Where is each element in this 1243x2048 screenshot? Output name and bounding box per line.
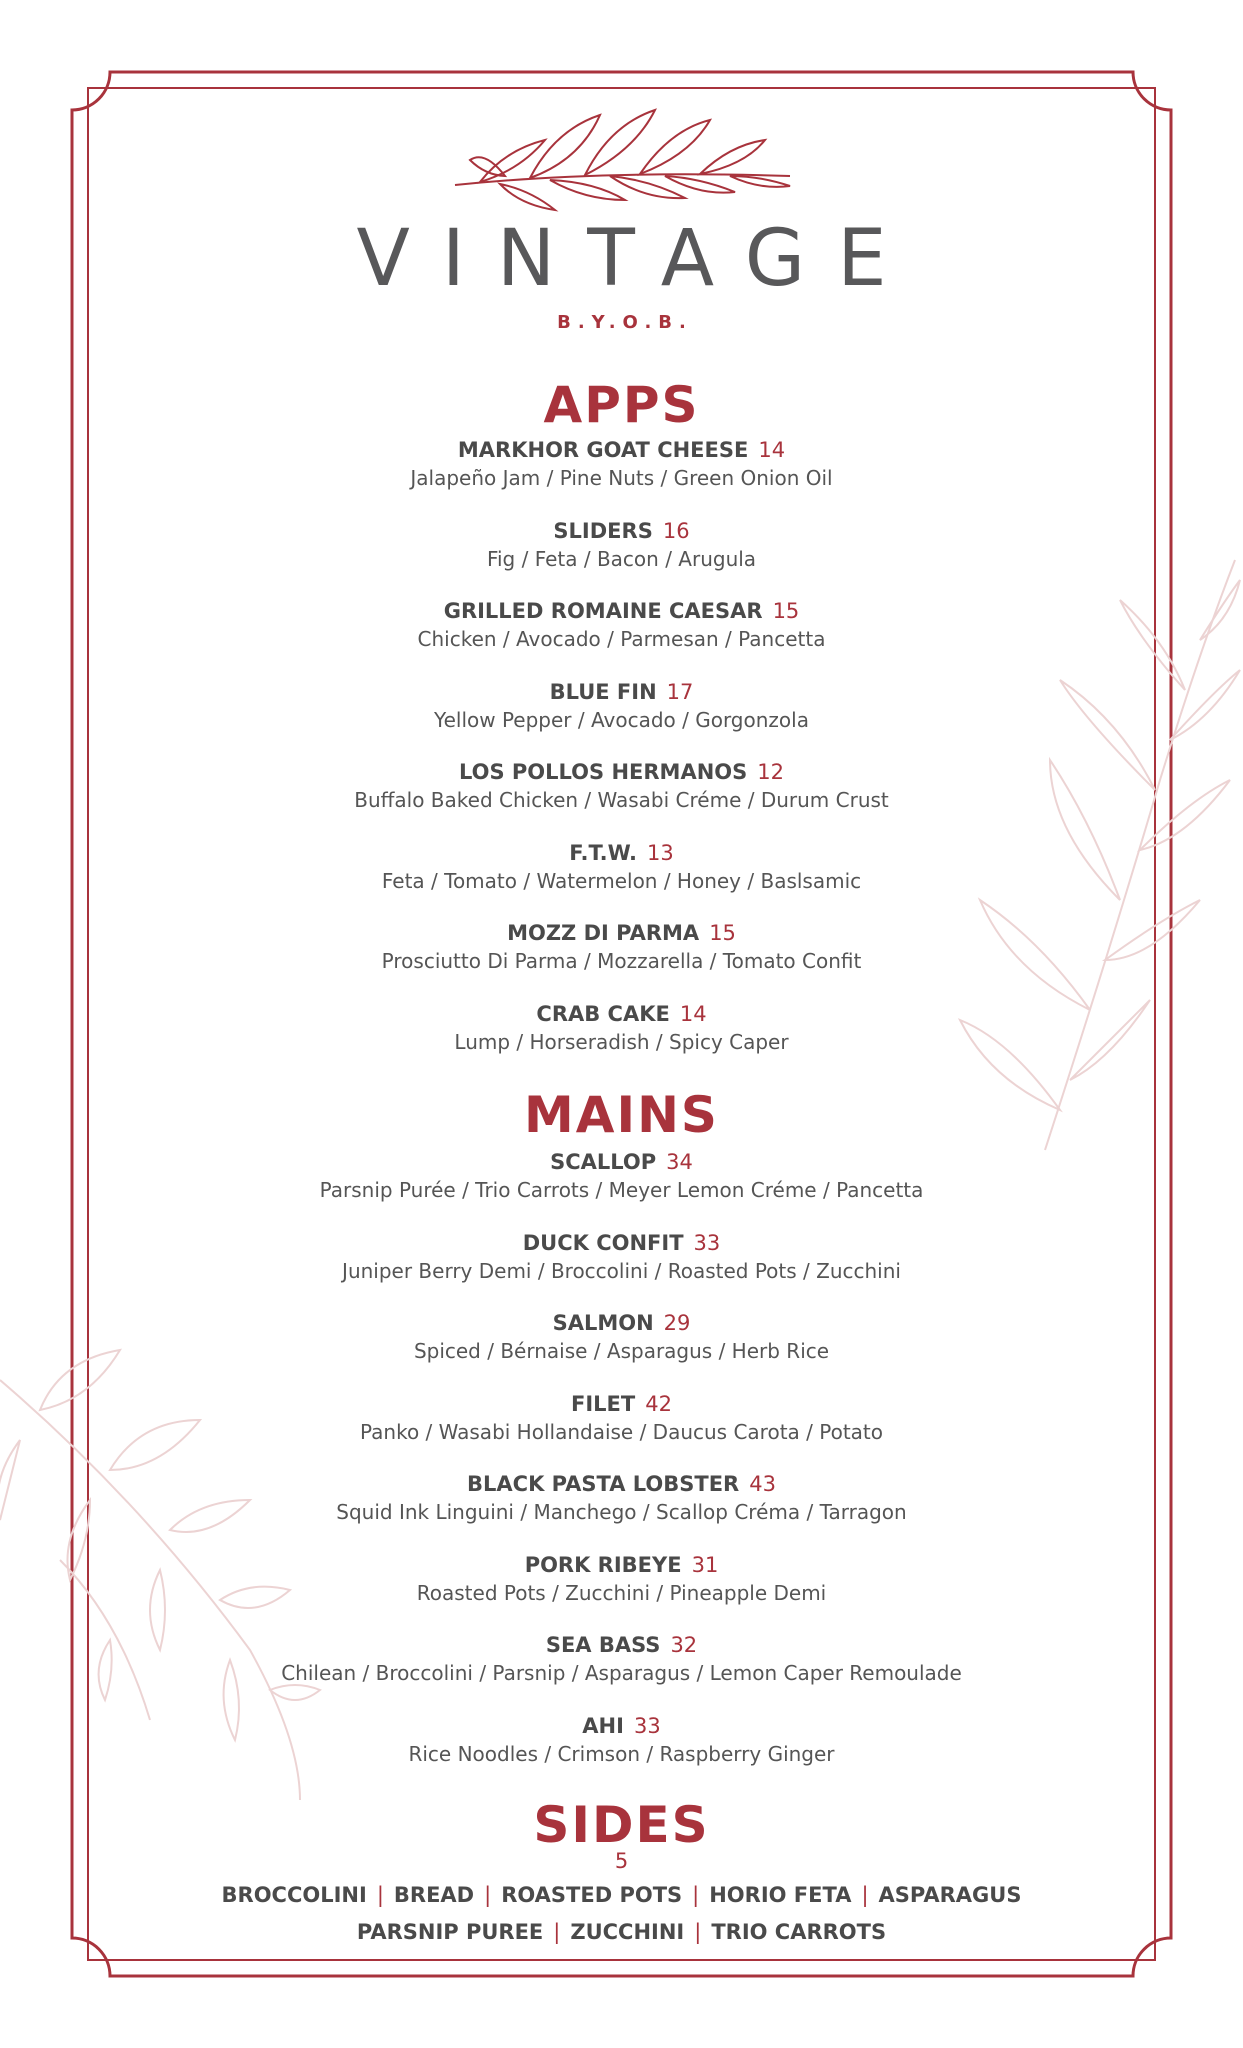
item-description: Parsnip Purée / Trio Carrots / Meyer Lemon Créme / Pancetta (319, 1178, 924, 1202)
section-title-mains: MAINS (524, 1086, 719, 1144)
item-description: Roasted Pots / Zucchini / Pineapple Demi (416, 1580, 827, 1605)
section-title-apps: APPS (543, 376, 700, 434)
side-item: BROCCOLINI (221, 1883, 367, 1907)
menu-item (0, 517, 1243, 598)
menu-item (0, 1470, 1243, 1551)
item-price: 17 (666, 679, 694, 704)
item-name: GRILLED ROMAINE CAESAR (443, 599, 763, 623)
menu-item (0, 1631, 1243, 1712)
item-price: 33 (693, 1230, 721, 1255)
item-price: 43 (749, 1472, 776, 1496)
apps-list (0, 436, 1243, 1080)
menu-item (0, 758, 1243, 839)
side-separator: | (861, 1883, 869, 1907)
item-description: Yellow Pepper / Avocado / Gorgonzola (434, 707, 809, 732)
item-description: Buffalo Baked Chicken / Wasabi Créme / Durum Crust (354, 788, 889, 812)
side-item: TRIO CARROTS (711, 1920, 887, 1944)
item-price: 33 (633, 1713, 661, 1738)
item-name: SLIDERS (553, 518, 653, 543)
side-separator: | (692, 1883, 700, 1907)
menu-item (0, 1229, 1243, 1310)
item-name: DUCK CONFIT (522, 1230, 684, 1255)
item-name: BLUE FIN (549, 679, 657, 704)
item-description: Chilean / Broccolini / Parsnip / Asparagus / Lemon Caper Remoulade (281, 1661, 962, 1685)
item-description: Juniper Berry Demi / Broccolini / Roasted Pots / Zucchini (342, 1258, 901, 1283)
item-name: SEA BASS (545, 1633, 661, 1657)
item-name: SCALLOP (550, 1150, 657, 1174)
item-description: Rice Noodles / Crimson / Raspberry Ginger (408, 1741, 835, 1766)
item-name: BLACK PASTA LOBSTER (467, 1472, 740, 1496)
item-price: 32 (670, 1633, 698, 1657)
brand-tagline: B.Y.O.B. (557, 312, 693, 333)
item-price: 31 (691, 1552, 719, 1577)
menu-item (0, 1309, 1243, 1390)
item-name: LOS POLLOS HERMANOS (459, 760, 748, 784)
item-price: 14 (679, 1001, 707, 1026)
item-description: Spiced / Bérnaise / Asparagus / Herb Rice (413, 1339, 830, 1363)
item-name: MOZZ DI PARMA (507, 921, 700, 945)
item-description: Prosciutto Di Parma / Mozzarella / Tomato Confit (381, 949, 862, 973)
side-item: BREAD (393, 1883, 475, 1907)
side-item: ZUCCHINI (570, 1920, 685, 1944)
menu-item (0, 436, 1243, 517)
item-description: Lump / Horseradish / Spicy Caper (454, 1029, 789, 1054)
side-separator: | (376, 1883, 384, 1907)
item-description: Feta / Tomato / Watermelon / Honey / Baslsamic (381, 868, 862, 893)
item-description: Fig / Feta / Bacon / Arugula (486, 546, 757, 571)
sides-row-1 (0, 1880, 1243, 1910)
section-title-sides: SIDES (533, 1796, 710, 1854)
item-price: 29 (663, 1311, 691, 1335)
item-price: 15 (772, 599, 800, 623)
side-separator: | (694, 1920, 702, 1944)
sides-price: 5 (614, 1849, 629, 1873)
menu-item (0, 678, 1243, 759)
side-item: ASPARAGUS (878, 1883, 1022, 1907)
item-price: 34 (666, 1150, 693, 1174)
side-separator: | (484, 1883, 492, 1907)
item-name: CRAB CAKE (536, 1001, 670, 1026)
item-description: Chicken / Avocado / Parmesan / Pancetta (417, 627, 826, 651)
item-description: Jalapeño Jam / Pine Nuts / Green Onion Oil (410, 466, 833, 490)
item-name: FILET (571, 1391, 636, 1416)
menu-item (0, 839, 1243, 920)
menu-item (0, 1000, 1243, 1081)
item-name: AHI (582, 1713, 624, 1738)
menu-item (0, 597, 1243, 678)
side-item: ROASTED POTS (501, 1883, 683, 1907)
menu-item (0, 1148, 1243, 1229)
menu-item (0, 1712, 1243, 1793)
item-name: SALMON (552, 1311, 654, 1335)
item-name: MARKHOR GOAT CHEESE (457, 438, 749, 462)
item-description: Panko / Wasabi Hollandaise / Daucus Carota / Potato (359, 1419, 884, 1444)
side-item: HORIO FETA (709, 1883, 852, 1907)
brand-title: VINTAGE (356, 214, 919, 304)
mains-list (0, 1148, 1243, 1792)
item-price: 13 (647, 840, 674, 865)
menu-item (0, 1390, 1243, 1471)
item-price: 16 (662, 518, 690, 543)
side-item: PARSNIP PUREE (356, 1920, 544, 1944)
menu-item (0, 919, 1243, 1000)
item-price: 42 (645, 1391, 672, 1416)
item-price: 14 (758, 438, 786, 462)
item-price: 12 (757, 760, 784, 784)
item-price: 15 (709, 921, 736, 945)
menu-item (0, 1551, 1243, 1632)
item-description: Squid Ink Linguini / Manchego / Scallop Créma / Tarragon (336, 1500, 907, 1524)
side-separator: | (553, 1920, 561, 1944)
sides-row-2 (0, 1917, 1243, 1947)
item-name: F.T.W. (569, 840, 638, 865)
item-name: PORK RIBEYE (524, 1552, 682, 1577)
